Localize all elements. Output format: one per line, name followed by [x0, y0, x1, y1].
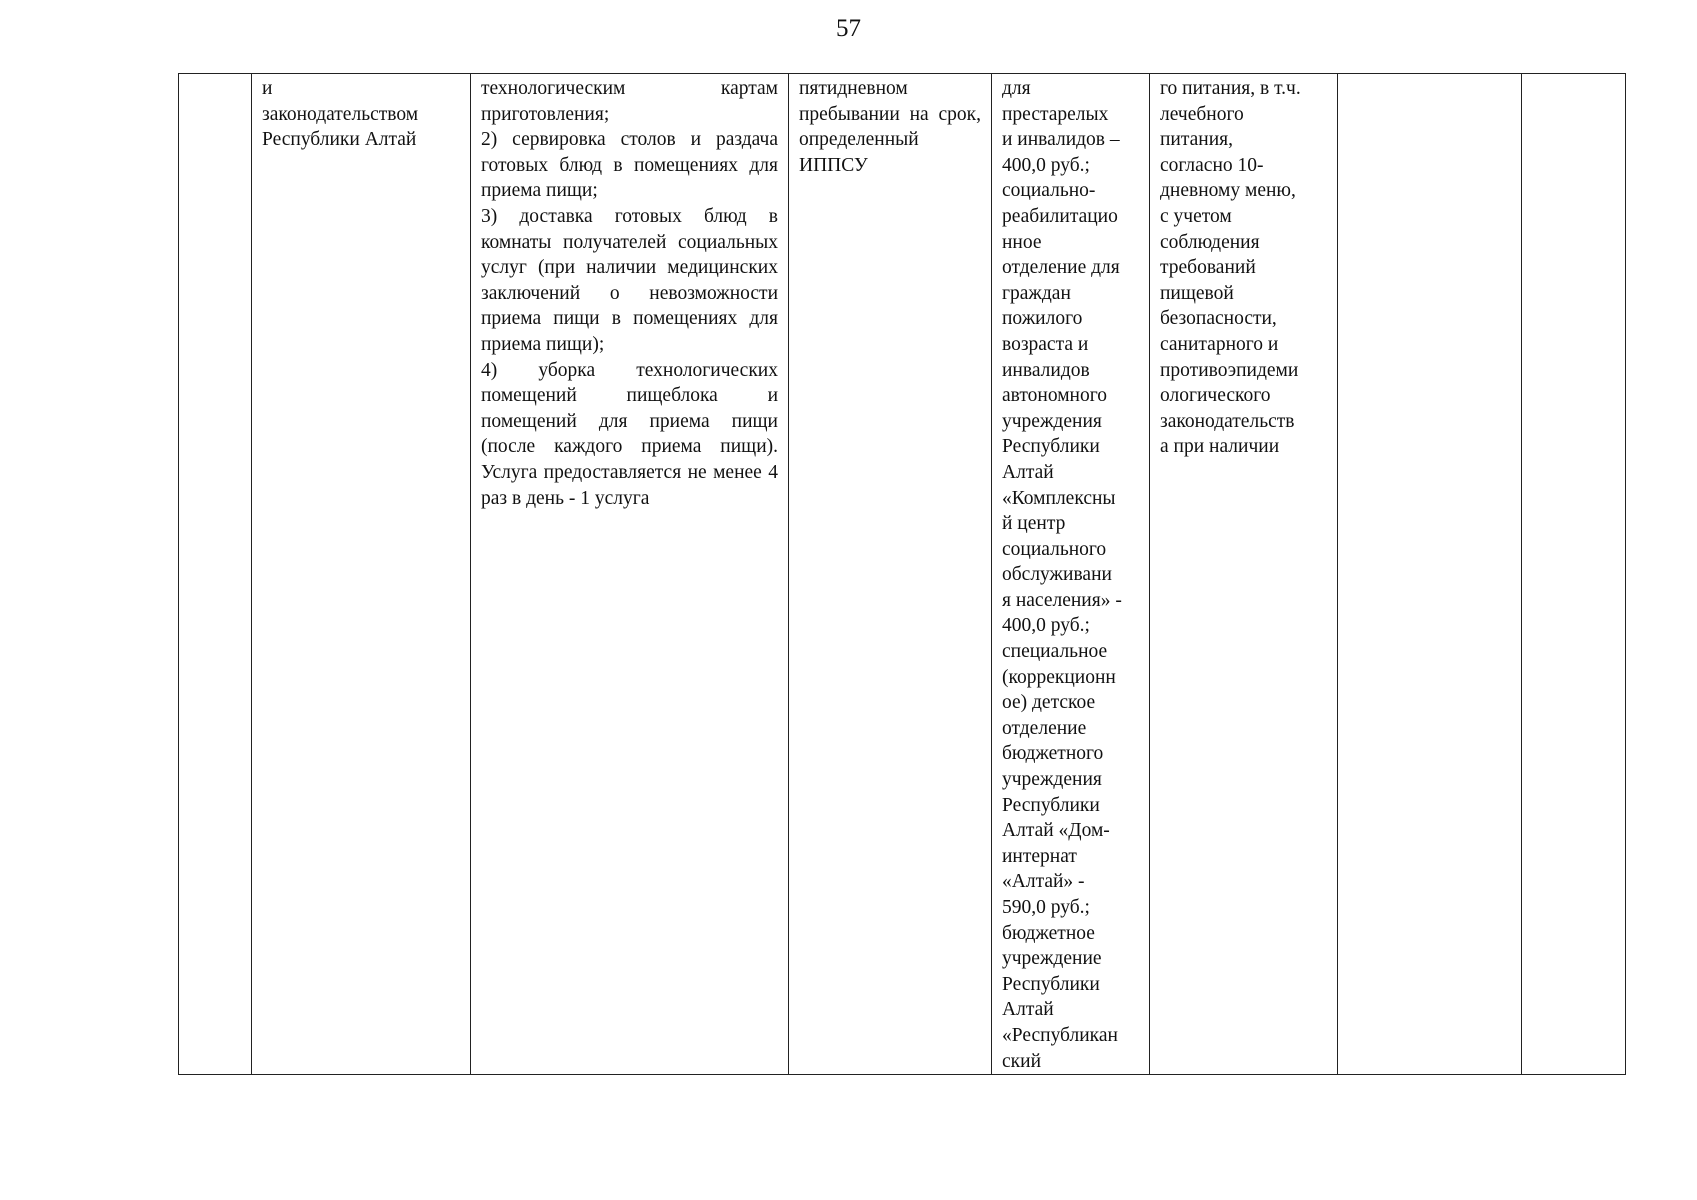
cell-service-description: технологическим картам приготовления; 2) сервировка столов и раздача готовых блюд в помещениях для приема пищи; 3) доставка готовых блюд в комнаты получателей социальных услуг (при наличии медицинских заключений о невозможности приема пищи в помещениях для приема пищи); 4) уборка технологических помещений пищеблока и помещений для приема пищи (после каждого приема пищи). Услуга предоставляется не менее 4 раз в день - 1 услуга: [471, 74, 789, 1075]
page-number: 57: [836, 15, 861, 42]
cell-quality-indicators: го питания, в т.ч. лечебного питания, согласно 10- дневному меню, с учетом соблюдения требований пищевой безопасности, санитарного и противоэпидеми ологического законодательств а при наличии: [1150, 74, 1338, 1075]
cell-evaluation: [1338, 74, 1522, 1075]
cell-conditions: [1522, 74, 1626, 1075]
cell-tariff: для престарелых и инвалидов – 400,0 руб.; социально- реабилитацио нное отделение для граждан пожилого возраста и инвалидов автономного учреждения Республики Алтай «Комплексны й центр социального обслуживани я населения» - 400,0 руб.; специальное (коррекционн ое) детское отделение бюджетного учреждения Республики Алтай «Дом- интернат «Алтай» - 590,0 руб.; бюджетное учреждение Республики Алтай «Республикан ский: [992, 74, 1150, 1075]
services-table: [178, 73, 1626, 1075]
table-row: [179, 74, 1626, 1075]
cell-number: [179, 74, 252, 1075]
cell-legal-basis: и законодательством Республики Алтай: [252, 74, 471, 1075]
cell-service-duration: пятидневном пребывании на срок, определенный ИППСУ: [789, 74, 992, 1075]
